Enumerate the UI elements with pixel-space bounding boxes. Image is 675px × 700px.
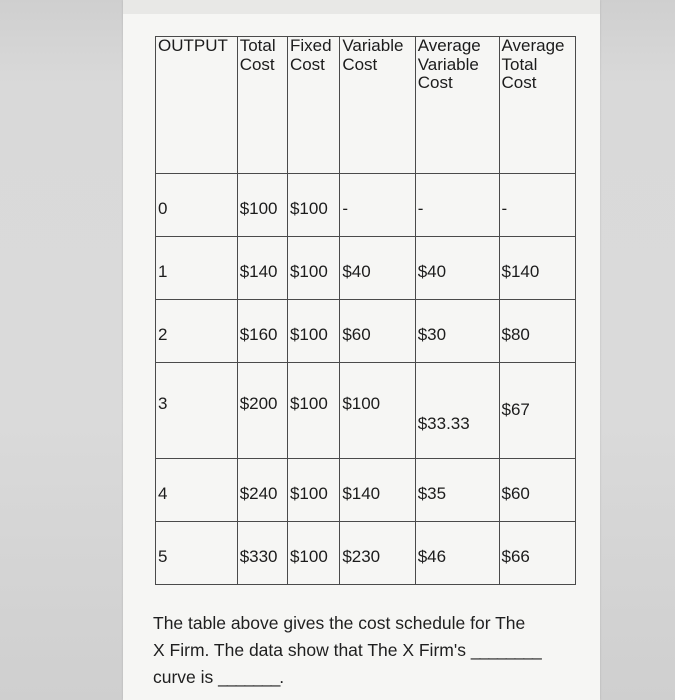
cell-output: 4 [156,459,238,522]
cell-avg-variable-cost: - [415,174,499,237]
cell-variable-cost: $60 [340,300,415,363]
cell-avg-variable-cost: $33.33 [415,363,499,459]
table-row [156,300,576,363]
header-total-cost: Total Cost [237,37,287,174]
question-line-2: X Firm. The data show that The X Firm's ________ [153,640,541,660]
cell-total-cost: $160 [237,300,287,363]
table-row [156,174,576,237]
header-variable-cost: Variable Cost [340,37,415,174]
cell-avg-total-cost: $80 [499,300,576,363]
cell-total-cost: $140 [237,237,287,300]
question-line-1: The table above gives the cost schedule for The [153,613,526,633]
question-text [153,610,583,691]
cell-total-cost: $330 [237,522,287,585]
table-row [156,459,576,522]
cell-output: 2 [156,300,238,363]
header-output: OUTPUT [156,37,238,174]
answer-blank-2: _______. [218,667,284,687]
cell-fixed-cost: $100 [287,363,339,459]
worksheet-page [123,0,600,700]
cell-total-cost: $240 [237,459,287,522]
cell-output: 5 [156,522,238,585]
cell-avg-variable-cost: $46 [415,522,499,585]
cost-schedule-table [155,36,576,585]
cell-fixed-cost: $100 [287,300,339,363]
answer-blank-1: ________ [470,640,541,660]
cell-total-cost: $100 [237,174,287,237]
cell-total-cost: $200 [237,363,287,459]
cell-fixed-cost: $100 [287,237,339,300]
header-average-total-cost: Average Total Cost [499,37,576,174]
question-line-3: curve is _______. [153,667,284,687]
cell-variable-cost: $100 [340,363,415,459]
table-row [156,522,576,585]
cell-fixed-cost: $100 [287,459,339,522]
table-header-row [156,37,576,174]
cell-avg-total-cost: $67 [499,363,576,459]
cell-output: 0 [156,174,238,237]
header-fixed-cost: Fixed Cost [287,37,339,174]
header-average-variable-cost: Average Variable Cost [415,37,499,174]
cell-output: 1 [156,237,238,300]
cell-variable-cost: $230 [340,522,415,585]
cell-variable-cost: $140 [340,459,415,522]
cell-variable-cost: - [340,174,415,237]
cell-avg-variable-cost: $35 [415,459,499,522]
cell-fixed-cost: $100 [287,522,339,585]
cell-variable-cost: $40 [340,237,415,300]
cell-avg-variable-cost: $30 [415,300,499,363]
cell-avg-total-cost: $140 [499,237,576,300]
cell-fixed-cost: $100 [287,174,339,237]
table-row [156,363,576,459]
cell-avg-total-cost: $60 [499,459,576,522]
table-row [156,237,576,300]
cell-avg-total-cost: $66 [499,522,576,585]
cell-avg-variable-cost: $40 [415,237,499,300]
cell-output: 3 [156,363,238,459]
cell-avg-total-cost: - [499,174,576,237]
